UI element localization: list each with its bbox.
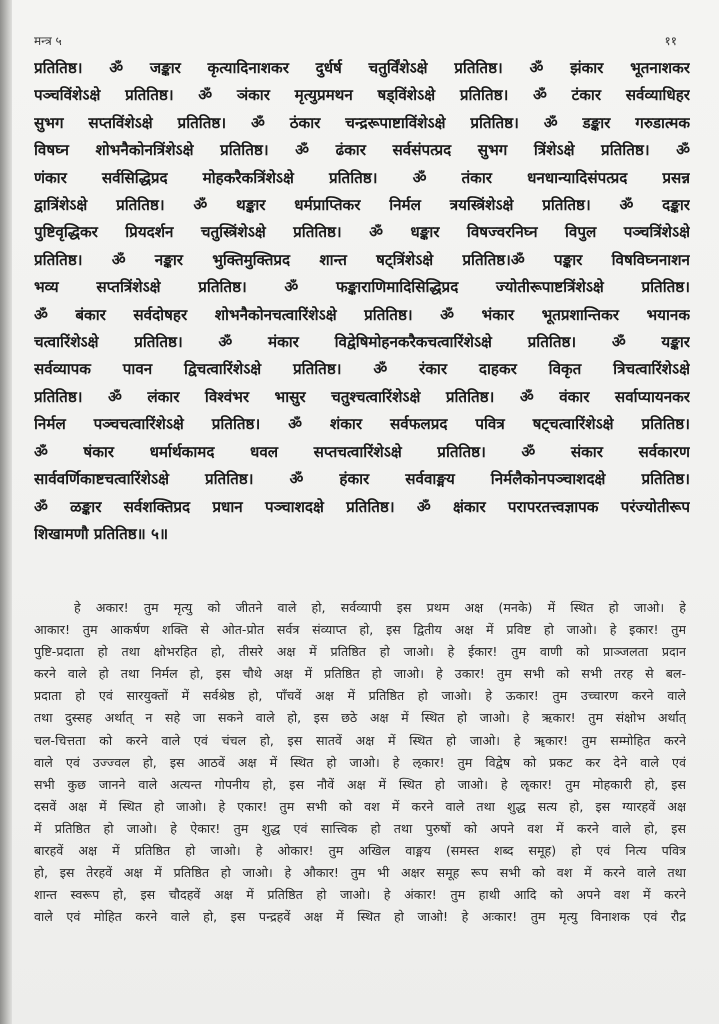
hindi-line: हे अकार! तुम मृत्यु को जीतने वाले हो, सर्वव्यापी इस प्रथम अक्ष (मनके) में स्थित हो जाओ। हे	[74, 600, 686, 615]
sanskrit-line: द्वात्रिंशेऽक्षे प्रतितिष्ठ। ॐ थङ्कार धर्मप्राप्तिकर निर्मल त्रयस्त्रिंशेऽक्षे प्रतितिष्ठ। ॐ दङ्कार	[34, 196, 690, 215]
sanskrit-line: प्रतितिष्ठ। ॐ नङ्कार भुक्तिमुक्तिप्रद शान्त षट्त्रिंशेऽक्षे प्रतितिष्ठ।ॐ पङ्कार विषविघ्ननाशन	[34, 250, 690, 269]
hindi-line: दसवें अक्ष में स्थित हो जाओ। हे एकार! तुम सभी को वश में करने वाले तथा शुद्ध सत्य हो, इस ग्यारहवें अक्ष	[34, 798, 686, 814]
sanskrit-line-final: शिखामणौ प्रतितिष्ठ॥ ५॥	[34, 524, 169, 543]
chapter-label: मन्त्र ५	[34, 34, 62, 48]
sanskrit-line: निर्मल पञ्चचत्वारिंशेऽक्षे प्रतितिष्ठ। ॐ शंकार सर्वफलप्रद पवित्र षट्चत्वारिंशेऽक्षे प्रतितिष्ठ।	[34, 415, 690, 434]
sanskrit-line: चत्वारिंशेऽक्षे प्रतितिष्ठ। ॐ मंकार विद्वेषिमोहनकरैकचत्वारिंशेऽक्षे प्रतितिष्ठ। ॐ यङ्कार	[34, 333, 690, 352]
hindi-line: में प्रतिष्ठित हो जाओ। हे ऐकार! तुम शुद्ध एवं सात्त्विक हो तथा पुरुषों को अपने वश में करने वाले हो, इस	[34, 820, 686, 836]
sanskrit-line: ॐ ळङ्कार सर्वशक्तिप्रद प्रधान पञ्चाशदक्षे प्रतितिष्ठ। ॐ क्षंकार परापरतत्त्वज्ञापक परंज्योतीरूप	[34, 497, 690, 516]
sanskrit-line: प्रतितिष्ठ। ॐ लंकार विश्वंभर भासुर चतुश्चत्वारिंशेऽक्षे प्रतितिष्ठ। ॐ वंकार सर्वाप्यायनकर	[34, 387, 690, 406]
sanskrit-line: सार्ववर्णिकाष्टचत्वारिंशेऽक्षे प्रतितिष्ठ। ॐ हंकार सर्ववाङ्मय निर्मलैकोनपञ्चाशदक्षे प्रतितिष्ठ।	[34, 470, 690, 489]
hindi-line: बारहवें अक्ष में प्रतिष्ठित हो जाओ। हे ओकार! तुम अखिल वाङ्मय (समस्त शब्द समूह) हो एवं नित्य पवित्र	[34, 843, 686, 859]
hindi-line: हो, इस तेरहवें अक्ष में प्रतिष्ठित हो जाओ। हे औकार! तुम भी अक्षर समूह रूप सभी को वश में करने वाले तथा	[34, 865, 686, 881]
page-number: ११	[664, 34, 677, 48]
hindi-line: चल-चित्तता को करने वाले एवं चंचल हो, इस सातवें अक्ष में स्थित हो जाओ। हे ॠकार! तुम सम्मोहित करने	[34, 732, 686, 748]
hindi-line: प्रदाता हो एवं सारयुक्तों में सर्वश्रेष्ठ हो, पाँचवें अक्ष में प्रतिष्ठित हो जाओ। हे ऊकार! तुम उच्चारण करने वाले	[34, 688, 686, 704]
hindi-line: तथा दुस्सह अर्थात् न सहे जा सकने वाले हो, इस छठे अक्ष में स्थित हो जाओ। हे ऋकार! तुम संक्षोभ अर्थात्	[34, 710, 686, 726]
hindi-line: वाले एवं उज्ज्वल हो, इस आठवें अक्ष में स्थित हो जाओ। हे ऌकार! तुम विद्वेष को प्रकट कर देने वाले एवं	[34, 754, 686, 770]
book-page	[12, 0, 719, 1024]
sanskrit-line: सुभग सप्तविंशेऽक्षे प्रतितिष्ठ। ॐ ठंकार चन्द्ररूपाष्टाविंशेऽक्षे प्रतितिष्ठ। ॐ डङ्कार गरुडात्मक	[34, 113, 690, 132]
hindi-translation-block	[34, 597, 686, 928]
sanskrit-line: भव्य सप्तत्रिंशेऽक्षे प्रतितिष्ठ। ॐ फङ्काराणिमादिसिद्धिप्रद ज्योतीरूपाष्टत्रिंशेऽक्षे प्रतितिष्ठ।	[34, 278, 690, 297]
hindi-line: पुष्टि-प्रदाता हो तथा क्षोभरहित हो, तीसरे अक्ष में प्रतिष्ठित हो जाओ। हे ईकार! तुम वाणी को प्राञ्जलता प्रदान	[34, 644, 686, 660]
sanskrit-line: ॐ बंकार सर्वदोषहर शोभनैकोनचत्वारिंशेऽक्षे प्रतितिष्ठ। ॐ भंकार भूतप्रशान्तिकर भयानक	[34, 305, 690, 324]
sanskrit-line: णंकार सर्वसिद्धिप्रद मोहकरैकत्रिंशेऽक्षे प्रतितिष्ठ। ॐ तंकार धनधान्यादिसंपत्प्रद प्रसन्न	[34, 168, 690, 187]
hindi-line: वाले एवं मोहित करने वाले हो, इस पन्द्रहवें अक्ष में स्थित हो जाओ! हे अःकार! तुम मृत्यु विनाशक एवं रौद्र	[34, 909, 686, 925]
sanskrit-line: ॐ षंकार धर्मार्थकामद धवल सप्तचत्वारिंशेऽक्षे प्रतितिष्ठ। ॐ संकार सर्वकारण	[34, 442, 690, 461]
hindi-line: सभी कुछ जानने वाले अत्यन्त गोपनीय हो, इस नौवें अक्ष में स्थित हो जाओ। हे ॡकार! तुम मोहकारी हो, इस	[34, 776, 686, 792]
sanskrit-line: पुष्टिवृद्धिकर प्रियदर्शन चतुस्त्रिंशेऽक्षे प्रतितिष्ठ। ॐ धङ्कार विषज्वरनिघ्न विपुल पञ्चत्रिंशेऽक्षे	[34, 223, 690, 242]
running-header	[34, 32, 677, 49]
sanskrit-line: विषघ्न शोभनैकोनत्रिंशेऽक्षे प्रतितिष्ठ। ॐ ढंकार सर्वसंपत्प्रद सुभग त्रिंशेऽक्षे प्रतितिष्ठ। ॐ	[34, 141, 690, 160]
sanskrit-line: प्रतितिष्ठ। ॐ जङ्कार कृत्यादिनाशकर दुर्धर्ष चतुर्विंशेऽक्षे प्रतितिष्ठ। ॐ झंकार भूतनाशकर	[34, 59, 690, 77]
sanskrit-mantra-block	[34, 55, 690, 548]
hindi-line: करने वाले हो तथा निर्मल हो, इस चौथे अक्ष में प्रतिष्ठित हो जाओ। हे उकार! तुम सभी को सभी तरह से बल-	[34, 666, 686, 682]
sanskrit-line: सर्वव्यापक पावन द्विचत्वारिंशेऽक्षे प्रतितिष्ठ। ॐ रंकार दाहकर विकृत त्रिचत्वारिंशेऽक्षे	[34, 360, 690, 379]
sanskrit-line: पञ्चविंशेऽक्षे प्रतितिष्ठ। ॐ ञंकार मृत्युप्रमथन षड्विंशेऽक्षे प्रतितिष्ठ। ॐ टंकार सर्वव्याधिहर	[34, 86, 690, 105]
hindi-line: शान्त स्वरूप हो, इस चौदहवें अक्ष में प्रतिष्ठित हो जाओ। हे अंकार! तुम हाथी आदि को अपने वश में करने	[34, 887, 686, 903]
hindi-line: आकार! तुम आकर्षण शक्ति से ओत-प्रोत सर्वत्र संव्याप्त हो, इस द्वितीय अक्ष में प्रविष्ट हो जाओ। हे इकार! तुम	[34, 622, 686, 638]
